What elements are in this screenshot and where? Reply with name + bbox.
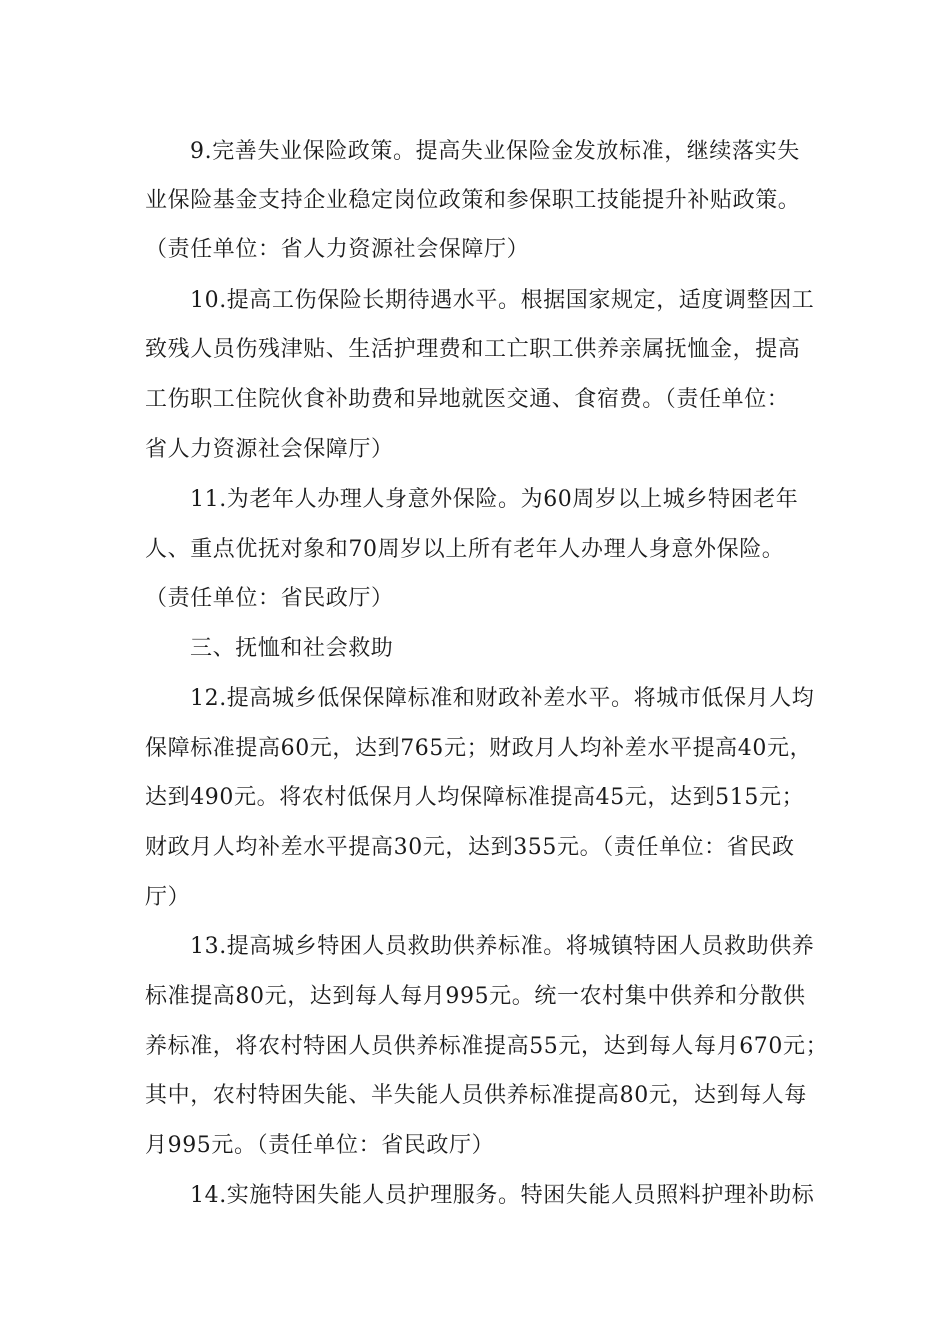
item-9-line-3: （责任单位：省人力资源社会保障厅） [145, 237, 530, 262]
item-12-line-1: 12.提高城乡低保保障标准和财政补差水平。将城市低保月人均 [190, 686, 815, 711]
item-12-line-2: 保障标准提高60元，达到765元；财政月人均补差水平提高40元， [145, 736, 813, 761]
item-12-line-3: 达到490元。将农村低保月人均保障标准提高45元，达到515元； [145, 785, 805, 810]
item-13-line-1: 13.提高城乡特困人员救助供养标准。将城镇特困人员救助供养 [190, 934, 815, 959]
section-heading-3: 三、抚恤和社会救助 [190, 636, 394, 661]
item-11-line-1: 11.为老年人办理人身意外保险。为60周岁以上城乡特困老年 [190, 487, 799, 512]
item-9-line-2: 业保险基金支持企业稳定岗位政策和参保职工技能提升补贴政策。 [145, 188, 801, 213]
item-10-line-1: 10.提高工伤保险长期待遇水平。根据国家规定，适度调整因工 [190, 288, 815, 313]
item-13-line-3: 养标准，将农村特困人员供养标准提高55元，达到每人每月670元； [145, 1034, 829, 1059]
item-10-line-2: 致残人员伤残津贴、生活护理费和工亡职工供养亲属抚恤金，提高 [145, 337, 801, 362]
item-13-line-2: 标准提高80元，达到每人每月995元。统一农村集中供养和分散供 [145, 984, 806, 1009]
item-9-line-1: 9.完善失业保险政策。提高失业保险金发放标准，继续落实失 [190, 139, 800, 164]
item-12-line-4: 财政月人均补差水平提高30元，达到355元。（责任单位：省民政 [145, 835, 795, 860]
item-10-line-3: 工伤职工住院伙食补助费和异地就医交通、食宿费。（责任单位： [145, 387, 790, 412]
item-13-line-4: 其中，农村特困失能、半失能人员供养标准提高80元，达到每人每 [145, 1083, 807, 1108]
item-12-line-5: 厅） [145, 885, 191, 910]
item-10-line-4: 省人力资源社会保障厅） [145, 437, 394, 462]
item-11-line-3: （责任单位：省民政厅） [145, 586, 394, 611]
item-11-line-2: 人、重点优抚对象和70周岁以上所有老年人办理人身意外保险。 [145, 537, 785, 562]
item-13-line-5: 月995元。（责任单位：省民政厅） [145, 1133, 495, 1158]
item-14-line-1: 14.实施特困失能人员护理服务。特困失能人员照料护理补助标 [190, 1183, 815, 1208]
